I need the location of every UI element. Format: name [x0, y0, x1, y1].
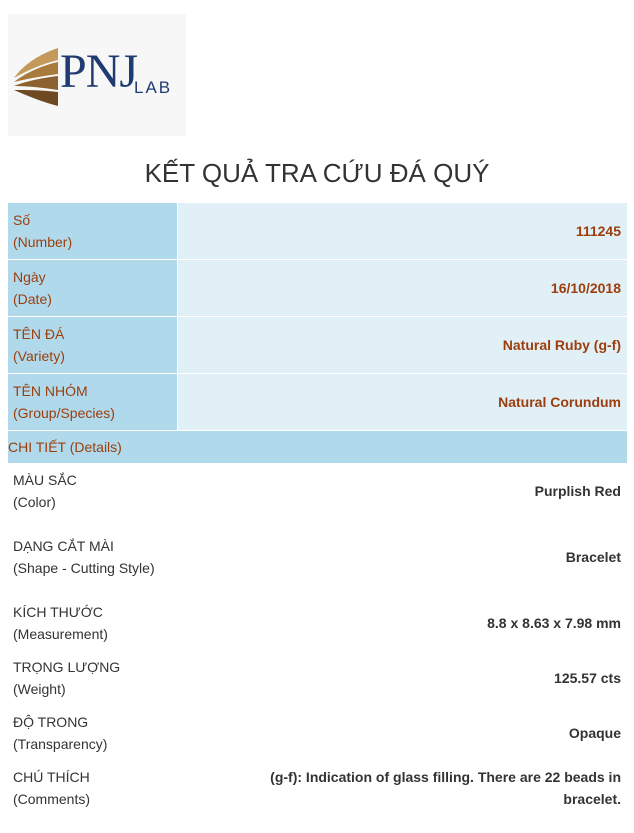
group-value: Natural Corundum — [178, 374, 628, 431]
logo-brand: PNJ — [60, 45, 138, 98]
transparency-label: ĐỘ TRONG (Transparency) — [13, 713, 108, 752]
comments-label: CHÚ THÍCH (Comments) — [13, 769, 91, 807]
measurement-row — [8, 595, 627, 650]
shape-row — [8, 519, 627, 595]
color-row — [8, 463, 627, 519]
shape-value: Bracelet — [565, 549, 621, 565]
color-label: MÀU SẮC (Color) — [13, 472, 77, 510]
measurement-value: 8.8 x 8.63 x 7.98 mm — [487, 614, 621, 631]
number-value: 111245 — [178, 203, 628, 260]
result-table — [8, 203, 627, 816]
page-title: KẾT QUẢ TRA CỨU ĐÁ QUÝ — [144, 158, 490, 188]
pnj-lab-logo — [8, 14, 186, 136]
details-header: CHI TIẾT (Details) — [8, 431, 627, 464]
shape-label: DẠNG CẮT MÀI (Shape - Cutting Style) — [13, 538, 155, 576]
group-row — [8, 374, 627, 431]
variety-label: TÊN ĐÁ (Variety) — [8, 317, 178, 374]
date-label: Ngày (Date) — [8, 260, 178, 317]
color-value: Purplish Red — [534, 483, 621, 499]
measurement-label: KÍCH THƯỚC (Measurement) — [13, 603, 108, 642]
transparency-value: Opaque — [568, 724, 621, 741]
group-label: TÊN NHÓM (Group/Species) — [8, 374, 178, 431]
date-row — [8, 260, 627, 317]
weight-label: TRỌNG LƯỢNG (Weight) — [13, 658, 121, 697]
comments-value: (g-f): Indication of glass filling. There are 22 beads in bracelet. — [270, 769, 621, 807]
number-label: Số (Number) — [8, 203, 178, 260]
transparency-row — [8, 705, 627, 760]
pnj-shell-icon — [10, 40, 62, 110]
comments-row — [8, 760, 627, 816]
number-row — [8, 203, 627, 260]
details-header-row — [8, 431, 627, 464]
weight-value: 125.57 cts — [554, 669, 621, 686]
logo-sub: LAB — [134, 78, 173, 97]
variety-row — [8, 317, 627, 374]
variety-value: Natural Ruby (g-f) — [178, 317, 628, 374]
weight-row — [8, 650, 627, 705]
date-value: 16/10/2018 — [178, 260, 628, 317]
